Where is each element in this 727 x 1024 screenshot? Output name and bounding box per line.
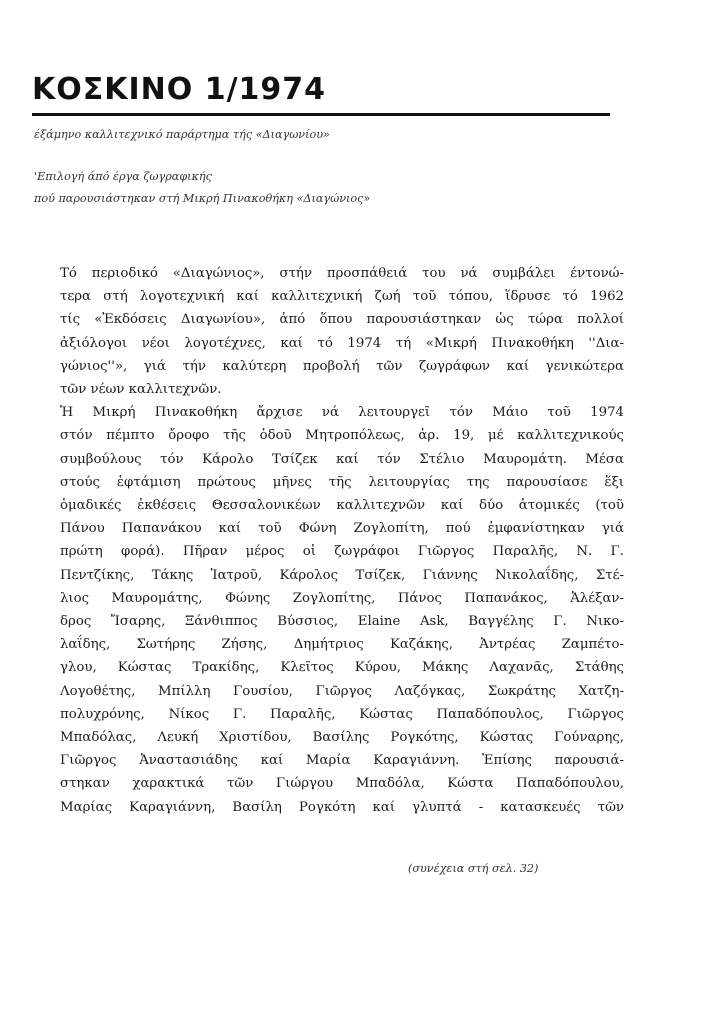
selection-line-1: 'Επιλογή άπό έργα ζωγραφικής xyxy=(34,170,212,183)
body-line: Τό περιοδικό «Διαγώνιος», στήν προσπάθειά του νά συμβάλει έντονώ- xyxy=(60,266,624,281)
body-line: Μπαδόλας, Λευκή Χριστίδου, Βασίλης Ρογκότης, Κώστας Γούναρης, xyxy=(60,730,624,746)
body-line: δρος Ἴσαρης, Ξάνθιππος Βύσσιος, Elaine Ask, Βαγγέλης Γ. Νικο- xyxy=(60,614,624,630)
body-line: ἀξιόλογοι νέοι λογοτέχνες, καί τό 1974 τή «Μικρή Πινακοθήκη ''Δια- xyxy=(60,335,624,351)
continuation-note: (συνέχεια στή σελ. 32) xyxy=(408,862,539,875)
body-line: πρώτη φορά). Πῆραν μέρος οἱ ζωγράφοι Γιῶργος Παραλῆς, Ν. Γ. xyxy=(60,544,624,560)
body-line: Λογοθέτης, Μπίλλη Γουσίου, Γιῶργος Λαζόγκας, Σωκράτης Χατζη- xyxy=(60,683,624,699)
body-line: γλου, Κώστας Τρακίδης, Κλεῖτος Κύρου, Μάκης Λαχανᾶς, Στάθης xyxy=(60,660,624,676)
body-line: τῶν νέων καλλιτεχνῶν. xyxy=(60,382,222,398)
body-line: Πεντζίκης, Τάκης Ἰατροῦ, Κάρολος Τσίζεκ, Γιάννης Νικολαΐδης, Στέ- xyxy=(60,567,624,583)
subtitle: έξάμηνο καλλιτεχνικό παράρτημα τής «Διαγωνίου» xyxy=(34,128,330,141)
article-body xyxy=(60,262,624,819)
body-line: γώνιος''», γιά τήν καλύτερη προβολή τῶν ζωγράφων καί γενικώτερα xyxy=(60,358,624,374)
body-line: Μαρίας Καραγιάννη, Βασίλη Ρογκότη καί γλυπτά - κατασκευές τῶν xyxy=(60,799,624,815)
body-line: τερα στή λογοτεχνική καί καλλιτεχνική ζωή τοῦ τόπου, ἵδρυσε τό 1962 xyxy=(60,289,624,305)
page-title: ΚΟΣΚΙΝΟ 1/1974 xyxy=(32,72,327,107)
body-line: στούς ἑφτάμιση πρώτους μῆνες τῆς λειτουργίας της παρουσίασε ἕξι xyxy=(60,474,624,490)
body-line: Ἡ Μικρή Πινακοθήκη ἄρχισε νά λειτουργεῖ τόν Μάιο τοῦ 1974 xyxy=(60,405,624,421)
title-rule xyxy=(32,113,610,116)
body-line: πολυχρόνης, Νίκος Γ. Παραλῆς, Κώστας Παπαδόπουλος, Γιῶργος xyxy=(60,706,624,722)
body-line: λαΐδης, Σωτήρης Ζήσης, Δημήτριος Καζάκης, Ἀντρέας Ζαμπέτο- xyxy=(60,637,624,653)
selection-line-2: πού παρουσιάστηκαν στή Μικρή Πινακοθήκη «Διαγώνιος» xyxy=(34,192,371,205)
body-line: ὁμαδικές ἐκθέσεις Θεσσαλονικέων καλλιτεχνῶν καί δύο ἀτομικές (τοῦ xyxy=(60,498,624,514)
body-line: συμβούλους τόν Κάρολο Τσίζεκ καί τόν Στέλιο Μαυρομάτη. Μέσα xyxy=(60,451,624,467)
body-line: Γιῶργος Ἀναστασιάδης καί Μαρία Καραγιάννη. Ἐπίσης παρουσιά- xyxy=(60,753,624,769)
body-line: Πάνου Παπανάκου καί τοῦ Φώνη Ζογλοπίτη, πού ἐμφανίστηκαν γιά xyxy=(60,521,624,537)
body-line: στηκαν χαρακτικά τῶν Γιώργου Μπαδόλα, Κώστα Παπαδόπουλου, xyxy=(60,776,624,792)
body-line: λιος Μαυρομάτης, Φώνης Ζογλοπίτης, Πάνος Παπανάκος, Ἀλέξαν- xyxy=(60,590,624,606)
selection-note xyxy=(34,166,370,210)
body-line: στόν πέμπτο ὄροφο τῆς ὁδοῦ Μητροπόλεως, ἀρ. 19, μέ καλλιτεχνικούς xyxy=(60,428,624,444)
body-line: τίς «Ἐκδόσεις Διαγωνίου», ἀπό ὅπου παρουσιάστηκαν ὡς τώρα πολλοί xyxy=(60,312,624,328)
